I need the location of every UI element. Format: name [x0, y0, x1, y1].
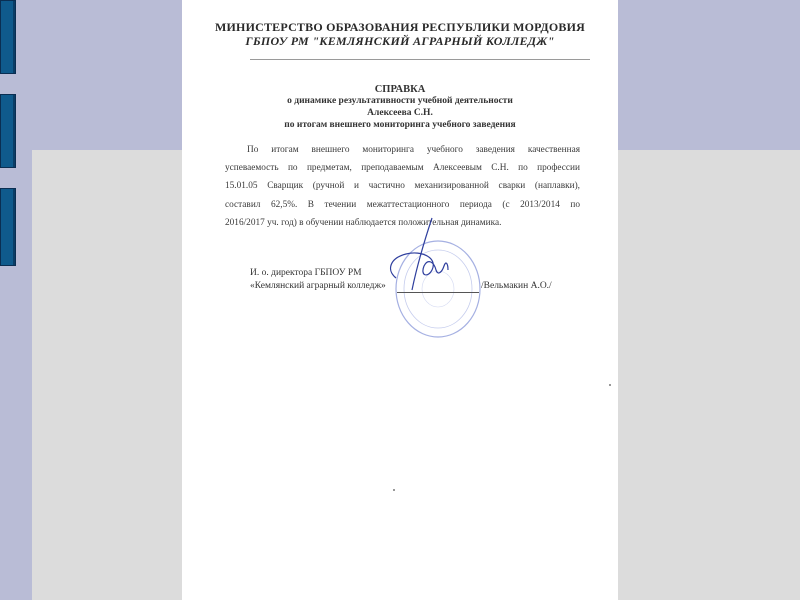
body-line: По итогам внешнего мониторинга учебного заведения качественная	[247, 145, 580, 155]
signatory-title: И. о. директора ГБПОУ РМ	[250, 268, 362, 278]
handwritten-signature-icon	[382, 216, 462, 296]
document-page	[182, 0, 618, 600]
body-line: составил 62,5%. В течении межаттестационного периода (с 2013/2014 по	[225, 199, 580, 210]
college-header: ГБПОУ РМ "КЕМЛЯНСКИЙ АГРАРНЫЙ КОЛЛЕДЖ"	[245, 34, 555, 48]
document-title: СПРАВКА	[374, 84, 426, 95]
scan-speck	[393, 489, 395, 491]
scan-speck	[609, 384, 611, 386]
body-line: 15.01.05 Сварщик (ручной и частично механизированной сварки (наплавки),	[225, 181, 580, 192]
signatory-organization: «Кемлянский аграрный колледж»	[250, 281, 386, 291]
side-decoration-tab	[0, 188, 16, 266]
ministry-header: МИНИСТЕРСТВО ОБРАЗОВАНИЯ РЕСПУБЛИКИ МОРДОВИЯ	[214, 20, 586, 34]
document-subtitle-basis: по итогам внешнего мониторинга учебного заведения	[284, 120, 516, 130]
teacher-name: Алексеева С.Н.	[367, 108, 433, 118]
document-subtitle: о динамике результативности учебной деятельности	[287, 96, 513, 106]
body-line: 2016/2017 уч. год) в обучении наблюдается положительная динамика.	[225, 217, 502, 228]
side-decoration-tab	[0, 0, 16, 74]
signatory-name: /Вельмакин А.О./	[481, 281, 552, 291]
body-line: успеваемость по предметам, преподаваемым Алексеевым С.Н. по профессии	[225, 163, 580, 174]
signature-line	[397, 292, 479, 293]
header-divider	[250, 59, 590, 60]
side-decoration-tab	[0, 94, 16, 168]
